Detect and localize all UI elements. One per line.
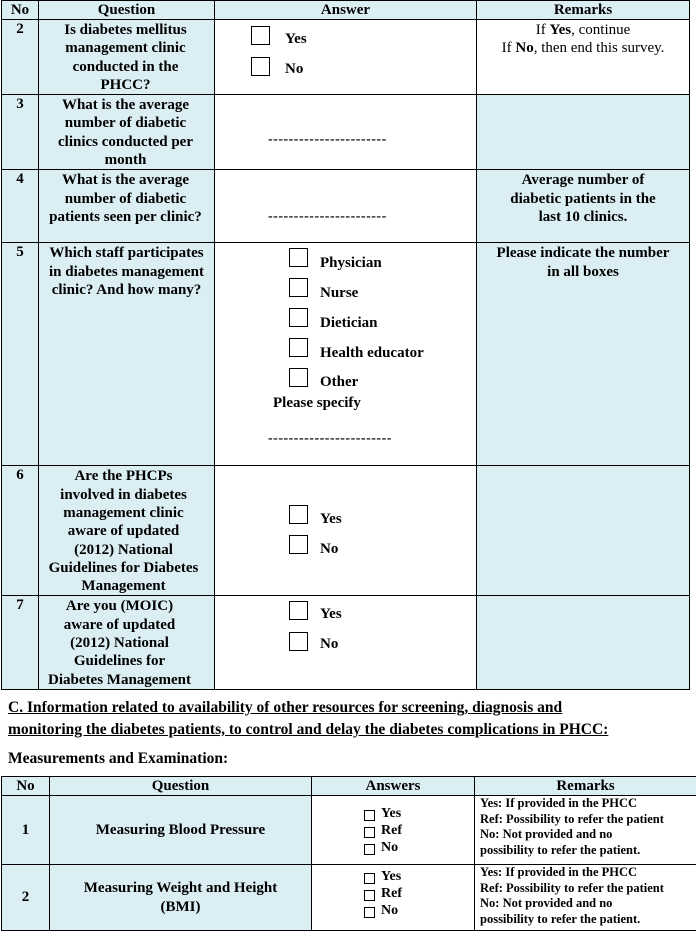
dietician-label: Dietician [320, 315, 378, 332]
remarks-cell [475, 865, 696, 931]
remarks-cell [477, 466, 690, 596]
other-checkbox[interactable] [289, 368, 308, 387]
remarks-bold: Yes [549, 22, 572, 38]
no-label: No [381, 840, 399, 855]
ref-checkbox[interactable] [364, 827, 375, 838]
measurements-table [1, 776, 696, 931]
no-label: No [381, 903, 399, 918]
row-number: 3 [2, 95, 39, 170]
table-row [2, 243, 690, 466]
row-number: 5 [2, 243, 39, 466]
header-remarks: Remarks [475, 777, 696, 796]
yes-label: Yes [285, 31, 307, 47]
remarks-line: Yes: If provided in the PHCC [480, 796, 638, 810]
yes-checkbox[interactable] [289, 505, 308, 524]
ref-checkbox[interactable] [364, 890, 375, 901]
table-row [2, 466, 690, 596]
header-answer: Answer [215, 1, 477, 20]
survey-table-diabetes-clinic [1, 0, 690, 690]
remarks-line: No: Not provided and no [480, 896, 613, 910]
question-text: Is diabetes mellitus management clinic conducted in the PHCC? [39, 20, 215, 95]
section-c-heading-line2: monitoring the diabetes patients, to control and delay the diabetes complications in PHCC: [8, 721, 609, 738]
remarks-text: If [535, 22, 550, 38]
answer-cell [215, 243, 477, 466]
table-header-row [2, 1, 690, 20]
remarks-line: No: Not provided and no [480, 827, 613, 841]
table-row [2, 20, 690, 95]
header-no: No [2, 777, 50, 796]
answer-cell [215, 170, 477, 243]
row-number: 6 [2, 466, 39, 596]
remarks-cell [477, 20, 690, 95]
remarks-cell [477, 95, 690, 170]
header-question: Question [39, 1, 215, 20]
row-number: 2 [2, 20, 39, 95]
measurements-subheading: Measurements and Examination: [8, 750, 229, 767]
yes-label: Yes [381, 869, 402, 884]
section-c-heading-line1: C. Information related to availability of other resources for screening, diagnosis and [8, 699, 563, 716]
header-answers: Answers [312, 777, 475, 796]
nurse-checkbox[interactable] [289, 278, 308, 297]
row-number: 1 [2, 796, 50, 865]
remarks-cell [477, 596, 690, 689]
other-label: Other [320, 374, 359, 391]
remarks-cell: Average number of diabetic patients in the last 10 clinics. [477, 170, 690, 243]
nurse-label: Nurse [320, 285, 359, 302]
row-number: 4 [2, 170, 39, 243]
answer-blank-line[interactable]: ----------------------- [268, 132, 387, 148]
no-label: No [320, 541, 339, 558]
remarks-line: Ref: Possibility to refer the patient [480, 811, 664, 826]
remarks-line: possibility to refer the patient. [480, 842, 641, 857]
header-no: No [2, 1, 39, 20]
health-educator-label: Health educator [320, 345, 424, 362]
table-row [2, 95, 690, 170]
answer-cell [215, 95, 477, 170]
remarks-cell [475, 796, 696, 865]
health-educator-checkbox[interactable] [289, 338, 308, 357]
remarks-line: possibility to refer the patient. [480, 911, 641, 926]
no-checkbox[interactable] [251, 57, 270, 76]
yes-label: Yes [381, 806, 402, 821]
no-checkbox[interactable] [364, 844, 375, 855]
physician-label: Physician [320, 255, 382, 272]
yes-label: Yes [320, 606, 342, 623]
answer-cell [215, 20, 477, 95]
physician-checkbox[interactable] [289, 248, 308, 267]
question-text: What is the average number of diabetic patients seen per clinic? [39, 170, 215, 243]
remarks-text: , then end this survey. [533, 40, 665, 57]
row-number: 7 [2, 596, 39, 689]
question-text: Measuring Weight and Height (BMI) [50, 865, 312, 931]
dietician-checkbox[interactable] [289, 308, 308, 327]
question-text: Which staff participates in diabetes management clinic? And how many? [39, 243, 215, 466]
yes-checkbox[interactable] [289, 601, 308, 620]
answer-cell [312, 796, 475, 865]
yes-label: Yes [320, 511, 342, 528]
remarks-line: Ref: Possibility to refer the patient [480, 880, 664, 895]
table-header-row [2, 777, 696, 796]
remarks-line [477, 21, 689, 39]
table-row [2, 796, 696, 865]
answer-cell [312, 865, 475, 931]
answer-cell [215, 466, 477, 596]
question-text: What is the average number of diabetic clinics conducted per month [39, 95, 215, 170]
question-text: Are you (MOIC) aware of updated (2012) National Guidelines for Diabetes Management [39, 596, 215, 689]
answer-cell [215, 596, 477, 689]
specify-blank-line[interactable]: ------------------------ [268, 431, 392, 447]
remarks-cell: Please indicate the number in all boxes [477, 243, 690, 466]
table-row [2, 170, 690, 243]
answer-blank-line[interactable]: ----------------------- [268, 209, 387, 225]
ref-label: Ref [381, 886, 402, 901]
remarks-line [477, 39, 689, 57]
remarks-text: , continue [571, 22, 631, 38]
header-question: Question [50, 777, 312, 796]
no-label: No [285, 61, 304, 77]
table-row [2, 865, 696, 931]
yes-checkbox[interactable] [251, 26, 270, 45]
row-number: 2 [2, 865, 50, 931]
no-checkbox[interactable] [289, 535, 308, 554]
yes-checkbox[interactable] [364, 873, 375, 884]
no-checkbox[interactable] [364, 907, 375, 918]
please-specify-label: Please specify [273, 395, 361, 412]
remarks-text: If [501, 40, 516, 57]
yes-checkbox[interactable] [364, 810, 375, 821]
no-checkbox[interactable] [289, 632, 308, 651]
question-text: Are the PHCPs involved in diabetes management clinic aware of updated (2012) National Guidelines for Diabetes Management [39, 466, 215, 596]
ref-label: Ref [381, 823, 402, 838]
remarks-line: Yes: If provided in the PHCC [480, 865, 638, 879]
remarks-bold: No [515, 40, 534, 57]
no-label: No [320, 636, 339, 653]
table-row [2, 596, 690, 689]
header-remarks: Remarks [477, 1, 690, 20]
question-text: Measuring Blood Pressure [50, 796, 312, 865]
